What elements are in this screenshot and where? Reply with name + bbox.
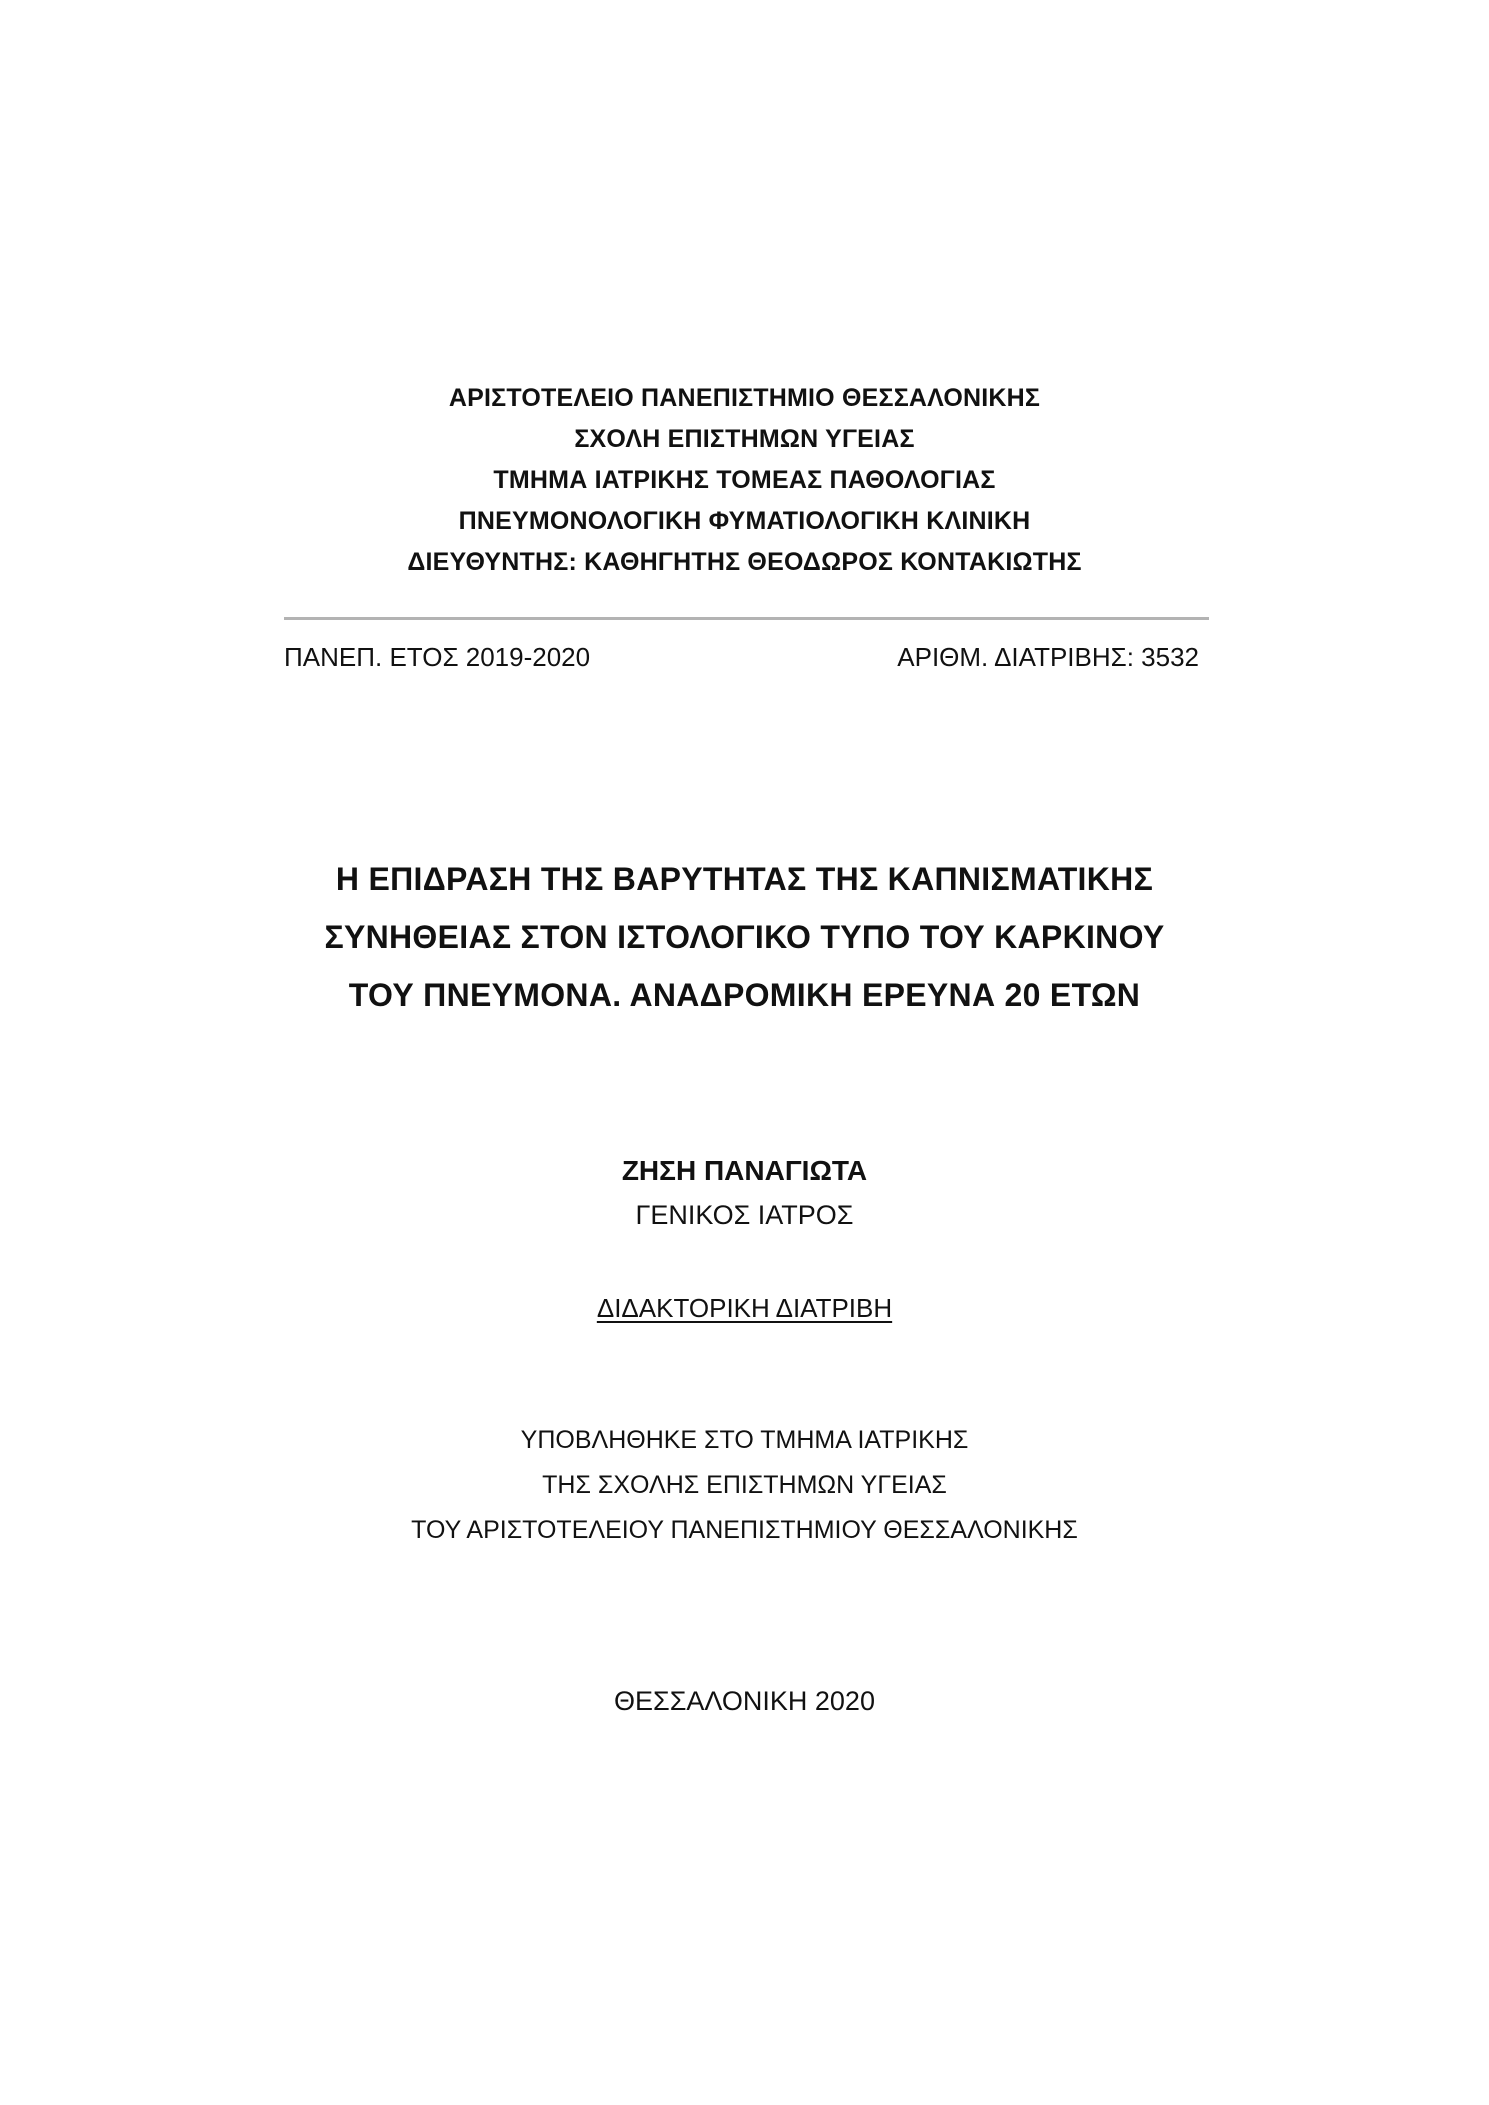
header-divider [284, 617, 1209, 620]
document-type-block [0, 1290, 1489, 1326]
place-year [0, 1683, 1489, 1719]
author-role: ΓΕΝΙΚΟΣ ΙΑΤΡΟΣ [635, 1200, 854, 1230]
author-name: ΖΗΣΗ ΠΑΝΑΓΙΩΤΑ [621, 1155, 868, 1186]
submission-statement [0, 1418, 1489, 1553]
thesis-number: ΑΡΙΘΜ. ΔΙΑΤΡΙΒΗΣ: 3532 [897, 642, 1199, 672]
document-type: ΔΙΔΑΚΤΟΡΙΚΗ ΔΙΑΤΡΙΒΗ [596, 1293, 893, 1323]
institution-header [0, 378, 1489, 583]
title-line-1: Η ΕΠΙΔΡΑΣΗ ΤΗΣ ΒΑΡΥΤΗΤΑΣ ΤΗΣ ΚΑΠΝΙΣΜΑΤΙΚΗΣ [335, 861, 1154, 897]
submission-line-2: ΤΗΣ ΣΧΟΛΗΣ ΕΠΙΣΤΗΜΩΝ ΥΓΕΙΑΣ [542, 1471, 947, 1499]
academic-year: ΠΑΝΕΠ. ΕΤΟΣ 2019-2020 [284, 642, 591, 672]
header-school: ΣΧΟΛΗ ΕΠΙΣΤΗΜΩΝ ΥΓΕΙΑΣ [574, 425, 915, 453]
author-block [0, 1153, 1489, 1233]
title-line-3: ΤΟΥ ΠΝΕΥΜΟΝΑ. ΑΝΑΔΡΟΜΙΚΗ ΕΡΕΥΝΑ 20 ΕΤΩΝ [348, 977, 1141, 1013]
header-director: ΔΙΕΥΘΥΝΤΗΣ: ΚΑΘΗΓΗΤΗΣ ΘΕΟΔΩΡΟΣ ΚΟΝΤΑΚΙΩΤΗΣ [407, 548, 1082, 576]
header-department: ΤΜΗΜΑ ΙΑΤΡΙΚΗΣ ΤΟΜΕΑΣ ΠΑΘΟΛΟΓΙΑΣ [493, 466, 996, 494]
submission-line-1: ΥΠΟΒΛΗΘΗΚΕ ΣΤΟ ΤΜΗΜΑ ΙΑΤΡΙΚΗΣ [520, 1426, 969, 1454]
place-year-text: ΘΕΣΣΑΛΟΝΙΚΗ 2020 [614, 1686, 875, 1716]
thesis-title [0, 850, 1489, 1024]
header-clinic: ΠΝΕΥΜΟΝΟΛΟΓΙΚΗ ΦΥΜΑΤΙΟΛΟΓΙΚΗ ΚΛΙΝΙΚΗ [458, 507, 1031, 535]
header-university: ΑΡΙΣΤΟΤΕΛΕΙΟ ΠΑΝΕΠΙΣΤΗΜΙΟ ΘΕΣΣΑΛΟΝΙΚΗΣ [448, 384, 1041, 412]
submission-line-3: ΤΟΥ ΑΡΙΣΤΟΤΕΛΕΙΟΥ ΠΑΝΕΠΙΣΤΗΜΙΟΥ ΘΕΣΣΑΛΟΝΙΚΗΣ [411, 1516, 1078, 1544]
title-line-2: ΣΥΝΗΘΕΙΑΣ ΣΤΟΝ ΙΣΤΟΛΟΓΙΚΟ ΤΥΠΟ ΤΟΥ ΚΑΡΚΙΝΟΥ [324, 919, 1165, 955]
